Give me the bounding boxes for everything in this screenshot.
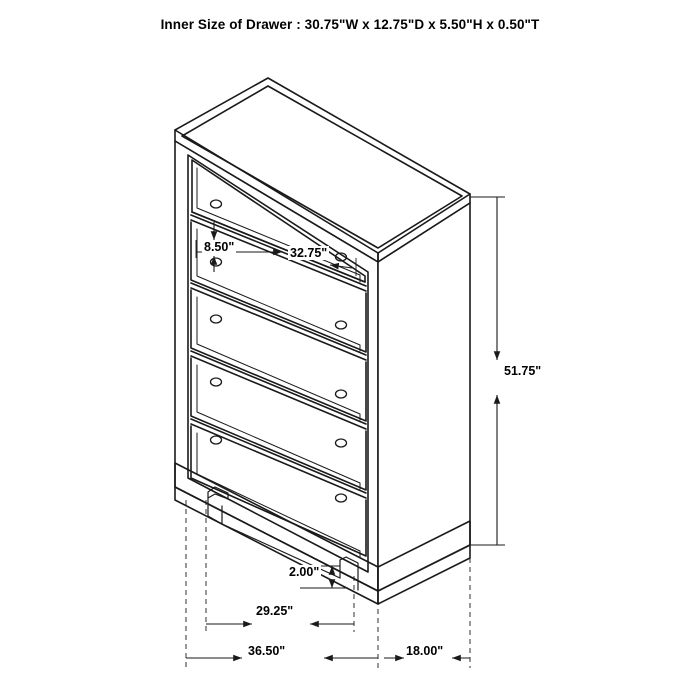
- dim-label-drawer-height: 8.50": [204, 240, 235, 254]
- dim-label-toe-kick: 2.00": [289, 565, 320, 579]
- dim-label-overall-depth: 18.00": [406, 644, 444, 658]
- dim-label-base-inner-width: 29.25": [256, 604, 294, 618]
- dim-label-overall-width: 36.50": [248, 644, 286, 658]
- page-title: Inner Size of Drawer : 30.75"W x 12.75"D x 5.50"H x 0.50"T: [160, 17, 540, 32]
- dim-label-overall-height: 51.75": [504, 364, 542, 378]
- dim-label-drawer-width: 32.75": [290, 246, 328, 260]
